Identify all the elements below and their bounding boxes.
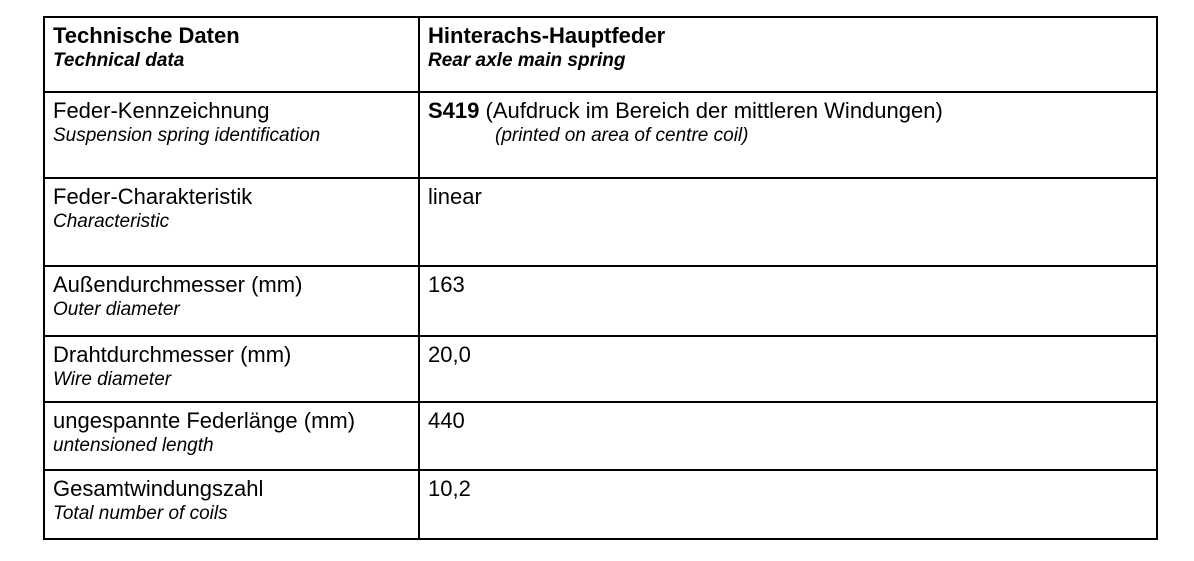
- table-row-spring-identification: [44, 92, 1157, 178]
- header-label-cell: [44, 17, 419, 92]
- value-cell: [419, 92, 1157, 178]
- header-right-de: Hinterachs-Hauptfeder: [428, 23, 666, 48]
- label-cell: [44, 92, 419, 178]
- row-label-de: Gesamtwindungszahl: [53, 476, 264, 501]
- row-label-de: Feder-Kennzeichnung: [53, 98, 270, 123]
- row-value: linear: [428, 184, 482, 209]
- row-label-de: Außendurchmesser (mm): [53, 272, 303, 297]
- header-left-de: Technische Daten: [53, 23, 240, 48]
- table-row-untensioned-length: [44, 402, 1157, 470]
- table-row-outer-diameter: [44, 266, 1157, 336]
- value-cell: [419, 402, 1157, 470]
- value-cell: [419, 470, 1157, 539]
- technical-data-table: [43, 16, 1158, 540]
- table-row-characteristic: [44, 178, 1157, 266]
- row-label-de: Drahtdurchmesser (mm): [53, 342, 292, 367]
- row-value: 440: [428, 408, 465, 433]
- label-cell: [44, 336, 419, 402]
- row-label-en: Wire diameter: [53, 369, 172, 390]
- identification-value: [428, 97, 1148, 124]
- value-cell: [419, 336, 1157, 402]
- value-cell: [419, 266, 1157, 336]
- label-cell: [44, 402, 419, 470]
- row-value: 163: [428, 272, 465, 297]
- row-value: 10,2: [428, 476, 471, 501]
- row-label-en: Suspension spring identification: [53, 125, 321, 146]
- row-value: 20,0: [428, 342, 471, 367]
- spring-code: S419: [428, 98, 480, 123]
- label-cell: [44, 178, 419, 266]
- row-label-en: Characteristic: [53, 211, 170, 232]
- row-label-de: ungespannte Federlänge (mm): [53, 408, 356, 433]
- spring-code-description: (Aufdruck im Bereich der mittleren Windungen): [479, 98, 943, 123]
- label-cell: [44, 266, 419, 336]
- header-left-en: Technical data: [53, 50, 185, 71]
- header-right-en: Rear axle main spring: [428, 50, 626, 71]
- label-cell: [44, 470, 419, 539]
- value-cell: [419, 178, 1157, 266]
- table-header-row: [44, 17, 1157, 92]
- row-label-en: Total number of coils: [53, 503, 228, 524]
- header-value-cell: [419, 17, 1157, 92]
- spring-code-note: (printed on area of centre coil): [495, 125, 749, 146]
- row-label-de: Feder-Charakteristik: [53, 184, 253, 209]
- row-label-en: untensioned length: [53, 435, 214, 456]
- row-label-en: Outer diameter: [53, 299, 180, 320]
- table-row-wire-diameter: [44, 336, 1157, 402]
- table-row-total-coils: [44, 470, 1157, 539]
